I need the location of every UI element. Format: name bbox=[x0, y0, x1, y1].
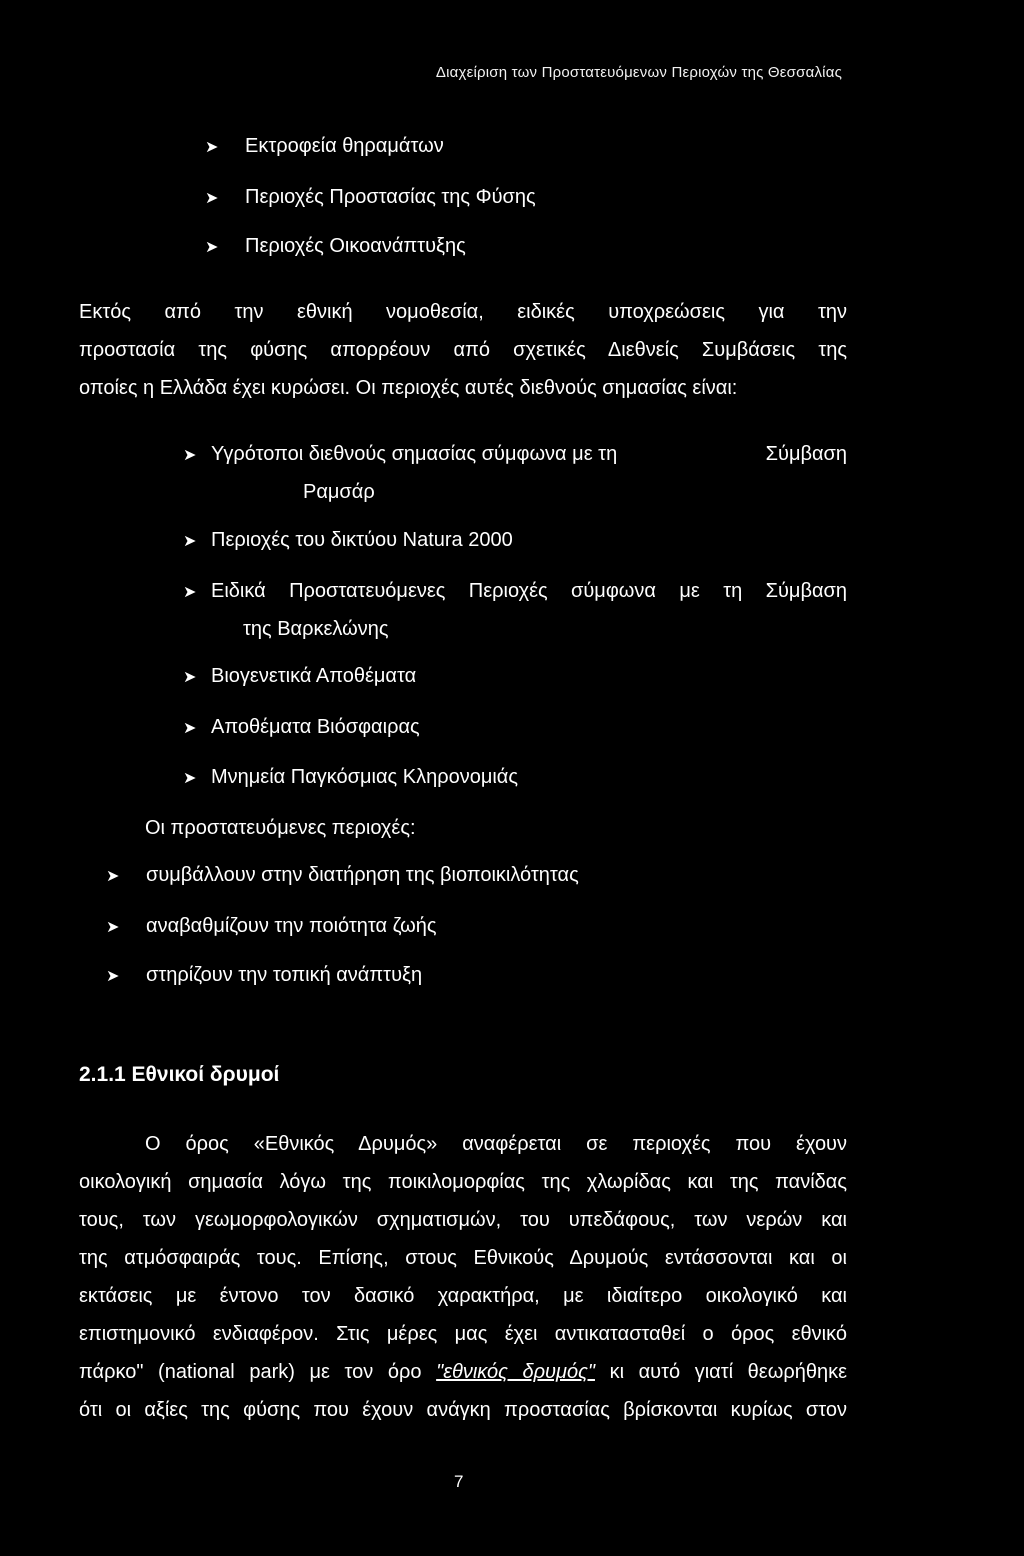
list-item-text: αναβαθμίζουν την ποιότητα ζωής bbox=[146, 915, 437, 937]
list-item bbox=[205, 128, 444, 166]
list-item bbox=[183, 573, 847, 647]
section-heading: 2.1.1 Εθνικοί δρυμοί bbox=[79, 1063, 280, 1086]
arrow-bullet-icon: ➤ bbox=[183, 533, 197, 550]
list-item-text: Βιογενετικά Αποθέματα bbox=[211, 665, 417, 687]
body-paragraph bbox=[79, 1125, 847, 1429]
paragraph-line: Εκτός από την εθνική νομοθεσία, ειδικές υποχρεώσεις για την bbox=[79, 301, 847, 323]
paragraph-line: ότι οι αξίες της φύσης που έχουν ανάγκη προστασίας βρίσκονται κυρίως στον bbox=[79, 1399, 847, 1421]
list-item bbox=[183, 759, 518, 797]
list-item-text: Περιοχές Προστασίας της Φύσης bbox=[245, 186, 536, 208]
paragraph-line: επιστημονικό ενδιαφέρον. Στις μέρες μας έχει αντικατασταθεί ο όρος εθνικό bbox=[79, 1323, 847, 1345]
list-item bbox=[183, 709, 420, 747]
paragraph-line: της ατμόσφαιράς τους. Επίσης, στους Εθνικούς Δρυμούς εντάσσονται και οι bbox=[79, 1247, 847, 1269]
arrow-bullet-icon: ➤ bbox=[183, 584, 197, 601]
list-item bbox=[106, 908, 437, 946]
paragraph-line: τους, των γεωμορφολογικών σχηματισμών, του υπεδάφους, των νερών και bbox=[79, 1209, 847, 1231]
list-item-text: Περιοχές του δικτύου Natura 2000 bbox=[211, 529, 513, 551]
list-item-text: Αποθέματα Βιόσφαιρας bbox=[211, 716, 420, 738]
arrow-bullet-icon: ➤ bbox=[205, 190, 219, 207]
list-item-text: Ειδικά Προστατευόμενες Περιοχές σύμφωνα με τη Σύμβαση bbox=[211, 580, 847, 602]
protected-intro: Οι προστατευόμενες περιοχές: bbox=[145, 817, 416, 839]
list-item-text: στηρίζουν την τοπική ανάπτυξη bbox=[146, 964, 423, 986]
list-item-text: Μνημεία Παγκόσμιας Κληρονομιάς bbox=[211, 766, 518, 788]
line-segment: κι αυτό γιατί θεωρήθηκε bbox=[594, 1361, 847, 1383]
arrow-bullet-icon: ➤ bbox=[183, 669, 197, 686]
list-item-continuation: της Βαρκελώνης bbox=[243, 618, 389, 640]
list-item bbox=[183, 658, 416, 696]
list-item-text: Εκτροφεία θηραμάτων bbox=[245, 135, 444, 157]
list-item-text: Σύμβαση bbox=[765, 443, 847, 465]
paragraph-line: οποίες η Ελλάδα έχει κυρώσει. Οι περιοχές αυτές διεθνούς σημασίας είναι: bbox=[79, 377, 738, 399]
list-item-text: συμβάλλουν στην διατήρηση της βιοποικιλότητας bbox=[146, 864, 579, 886]
list-item bbox=[106, 857, 579, 895]
paragraph-line: οικολογική σημασία λόγω της ποικιλομορφίας της χλωρίδας και της πανίδας bbox=[79, 1171, 847, 1193]
list-item bbox=[205, 179, 536, 217]
list-item bbox=[106, 957, 422, 995]
page-number: 7 bbox=[454, 1472, 464, 1491]
paragraph-line: προστασία της φύσης απορρέουν από σχετικές Διεθνείς Συμβάσεις της bbox=[79, 339, 847, 361]
intro-paragraph bbox=[79, 293, 847, 407]
arrow-bullet-icon: ➤ bbox=[106, 868, 120, 885]
arrow-bullet-icon: ➤ bbox=[106, 968, 120, 985]
arrow-bullet-icon: ➤ bbox=[183, 447, 197, 464]
list-item bbox=[183, 522, 513, 560]
emphasis-term: "εθνικός δρυμός" bbox=[436, 1361, 595, 1383]
paragraph-line: Ο όρος «Εθνικός Δρυμός» αναφέρεται σε περιοχές που έχουν bbox=[145, 1133, 847, 1155]
paragraph-line: εκτάσεις με έντονο τον δασικό χαρακτήρα, με ιδιαίτερο οικολογικό και bbox=[79, 1285, 847, 1307]
paragraph-line bbox=[79, 1353, 847, 1391]
arrow-bullet-icon: ➤ bbox=[205, 139, 219, 156]
arrow-bullet-icon: ➤ bbox=[106, 919, 120, 936]
list-item-text: Περιοχές Οικοανάπτυξης bbox=[245, 235, 466, 257]
list-item bbox=[183, 436, 847, 510]
arrow-bullet-icon: ➤ bbox=[183, 770, 197, 787]
arrow-bullet-icon: ➤ bbox=[183, 720, 197, 737]
arrow-bullet-icon: ➤ bbox=[205, 239, 219, 256]
line-segment: πάρκο" (national park) με τον όρο bbox=[79, 1361, 437, 1383]
list-item-continuation: Ραμσάρ bbox=[303, 481, 375, 503]
list-item-text: Υγρότοποι διεθνούς σημασίας σύμφωνα με τη bbox=[211, 443, 618, 465]
running-header: Διαχείριση των Προστατευόμενων Περιοχών της Θεσσαλίας bbox=[435, 64, 842, 81]
list-item bbox=[205, 228, 466, 266]
